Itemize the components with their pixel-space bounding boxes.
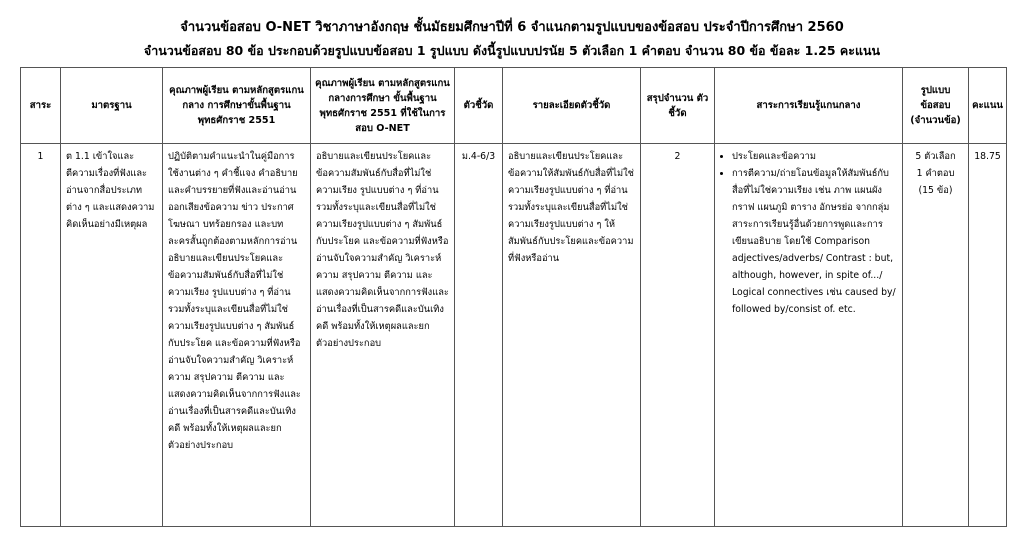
header-learner-quality-onet: คุณภาพผู้เรียน ตามหลักสูตรแกนกลางการศึกษา ขั้นพื้นฐาน พุทธศักราช 2551 ที่ใช้ในการสอบ O-NET [311, 68, 455, 144]
list-item: • การตีความ/ถ่ายโอนข้อมูลให้สัมพันธ์กับสื่อที่ไม่ใช่ความเรียง เช่น ภาพ แผนผัง กราฟ แผนภูมิ ตาราง อักษรย่อ จากกลุ่มสาระการเรียนรู้อื่นด้วยการพูดและการเขียนอธิบาย โดยใช้ Comparison adjectives/adverbs/ Contrast : but, although, however, in spite of.../ Logical connectives เช่น caused by/ followed by/consist of. etc. [732, 165, 897, 318]
test-format-count: (15 ข้อ) [918, 185, 953, 196]
list-item: • ประโยคและข้อความ [732, 148, 897, 165]
header-strand: สาระ [21, 68, 61, 144]
cell-core-content [715, 144, 903, 527]
header-score: คะแนน [969, 68, 1007, 144]
cell-score: 18.75 [969, 144, 1007, 527]
exam-table [20, 67, 1007, 527]
header-indicator-detail: รายละเอียดตัวชี้วัด [503, 68, 641, 144]
cell-learner-quality-onet: อธิบายและเขียนประโยคและข้อความสัมพันธ์กับสื่อที่ไม่ใช่ความเรียง รูปแบบต่าง ๆ ที่อ่าน รวมทั้งระบุและเขียนสื่อที่ไม่ใช่ความเรียงรูปแบบต่าง ๆ สัมพันธ์กับประโยค และข้อความที่ฟังหรืออ่านจับใจความสำคัญ วิเคราะห์ความ สรุปความ ตีความ และแสดงความคิดเห็นจากการฟังและอ่านเรื่องที่เป็นสารคดีและบันเทิงคดี พร้อมทั้งให้เหตุผลและยกตัวอย่างประกอบ [311, 144, 455, 527]
cell-indicator-detail: อธิบายและเขียนประโยคและข้อความให้สัมพันธ์กับสื่อที่ไม่ใช่ความเรียงรูปแบบต่าง ๆ ที่อ่าน รวมทั้งระบุและเขียนสื่อที่ไม่ใช่ความเรียงรูปแบบต่าง ๆ ให้สัมพันธ์กับประโยคและข้อความที่ฟังหรืออ่าน [503, 144, 641, 527]
test-format-choices: 5 ตัวเลือก [915, 151, 956, 162]
cell-learner-quality-core: ปฏิบัติตามคำแนะนำในคู่มือการใช้งานต่าง ๆ คำชี้แจง คำอธิบาย และคำบรรยายที่ฟังและอ่านอ่านออกเสียงข้อความ ข่าว ประกาศ โฆษณา บทร้อยกรอง และบทละครสั้นถูกต้องตามหลักการอ่าน อธิบายและเขียนประโยคและข้อความสัมพันธ์กับสื่อที่ไม่ใช่ความเรียง รูปแบบต่าง ๆ ที่อ่าน รวมทั้งระบุและเขียนสื่อที่ไม่ใช่ความเรียงรูปแบบต่าง ๆ สัมพันธ์กับประโยค และข้อความที่ฟังหรืออ่านจับใจความสำคัญ วิเคราะห์ความ สรุปความ ตีความ และแสดงความคิดเห็นจากการฟังและอ่านเรื่องที่เป็นสารคดีและบันเทิงคดี พร้อมทั้งให้เหตุผลและยกตัวอย่างประกอบ [163, 144, 311, 527]
report-title: จำนวนข้อสอบ O-NET วิชาภาษาอังกฤษ ชั้นมัธยมศึกษาปีที่ 6 จำแนกตามรูปแบบของข้อสอบ ประจำปีการศึกษา 2560 [180, 20, 844, 35]
report-subtitle: จำนวนข้อสอบ 80 ข้อ ประกอบด้วยรูปแบบข้อสอบ 1 รูปแบบ ดังนี้รูปแบบปรนัย 5 ตัวเลือก 1 คำตอบ จำนวน 80 ข้อ ข้อละ 1.25 คะแนน [143, 43, 881, 58]
cell-indicator: ม.4-6/3 [455, 144, 503, 527]
core-content-list [720, 148, 897, 318]
header-indicator-count: สรุปจำนวน ตัวชี้วัด [641, 68, 715, 144]
header-row [21, 68, 1007, 144]
header-standard: มาตรฐาน [61, 68, 163, 144]
cell-indicator-count: 2 [641, 144, 715, 527]
cell-standard: ต 1.1 เข้าใจและตีความเรื่องที่ฟังและอ่านจากสื่อประเภทต่าง ๆ และแสดงความคิดเห็นอย่างมีเหตุผล [61, 144, 163, 527]
cell-strand: 1 [21, 144, 61, 527]
table-row [21, 144, 1007, 527]
test-format-answers: 1 คำตอบ [916, 168, 955, 179]
header-indicator: ตัวชี้วัด [455, 68, 503, 144]
header-learner-quality-core: คุณภาพผู้เรียน ตามหลักสูตรแกนกลาง การศึกษาขั้นพื้นฐาน พุทธศักราช 2551 [163, 68, 311, 144]
header-test-format: รูปแบบ ข้อสอบ (จำนวนข้อ) [903, 68, 969, 144]
header-core-content: สาระการเรียนรู้แกนกลาง [715, 68, 903, 144]
cell-test-format [903, 144, 969, 527]
